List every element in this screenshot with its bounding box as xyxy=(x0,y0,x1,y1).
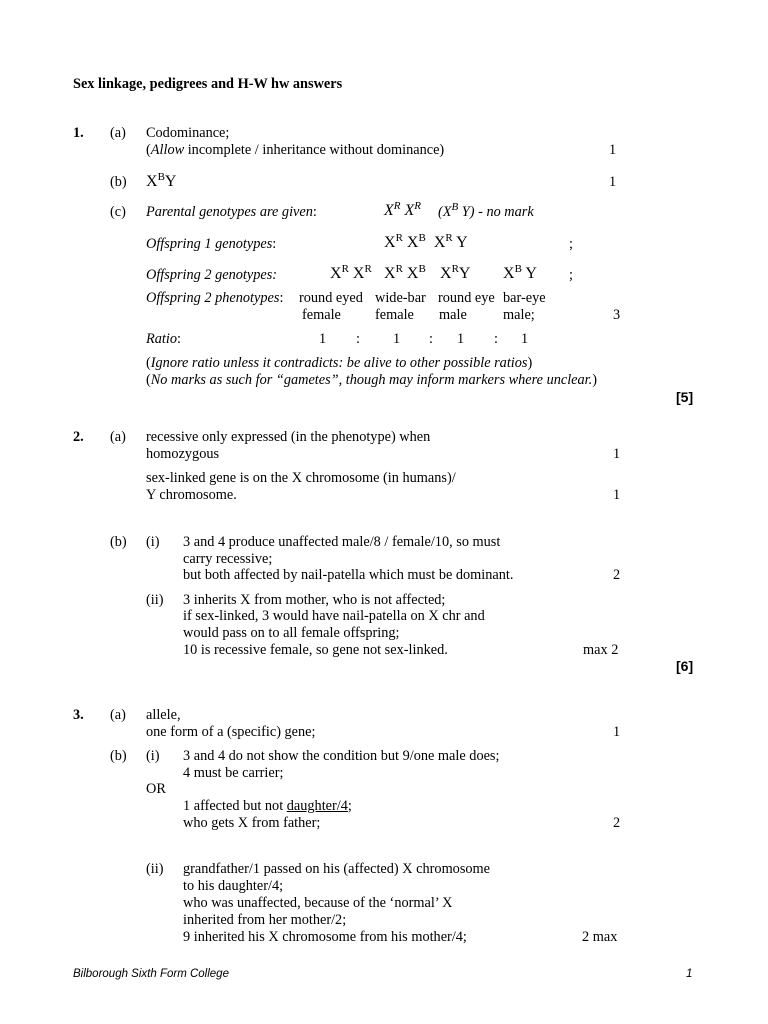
q1a-mark: 1 xyxy=(609,142,617,158)
q2b-ii-line: 3 inherits X from mother, who is not affected; xyxy=(183,592,446,608)
q1c-ratio-value: 1 xyxy=(521,331,529,347)
q3a-mark: 1 xyxy=(613,724,621,740)
q1c-offspring2-genotype-2: $X^R$ $X^B$ xyxy=(384,263,426,282)
q3b-ii-line: to his daughter/4; xyxy=(183,878,284,894)
q3b-ii-line: who was unaffected, because of the ‘normal’ X xyxy=(183,895,453,911)
q2b-ii-mark: max 2 xyxy=(583,642,619,658)
q3b-ii-mark: 2 max xyxy=(582,929,618,945)
q3b-i-line: 1 affected but not daughter/4; xyxy=(183,798,352,814)
q3b-i-label: (i) xyxy=(146,748,160,764)
q1c-ratio-value: 1 xyxy=(393,331,401,347)
q2-part-a-label: (a) xyxy=(110,429,126,445)
q1c-offspring1-label: Offspring 1 genotypes: xyxy=(146,236,277,252)
q1c-ratio-separator: : xyxy=(494,331,498,347)
q2b-i-mark: 2 xyxy=(613,567,621,583)
q3b-i-line: who gets X from father; xyxy=(183,815,321,831)
q1c-gametes-note: (No marks as such for “gametes”, though may inform markers where unclear.) xyxy=(146,372,597,388)
q2-total-marks: [6] xyxy=(676,658,694,674)
q1c-offspring2-genotype-3: $X^RY$ xyxy=(440,263,471,282)
q3b-ii-line: 9 inherited his X chromosome from his mother/4; xyxy=(183,929,467,945)
q2a-mark: 1 xyxy=(613,487,621,503)
question-3-number: 3. xyxy=(73,707,84,723)
q2a-line: recessive only expressed (in the phenotype) when xyxy=(146,429,431,445)
q2b-i-line: carry recessive; xyxy=(183,551,273,567)
q1c-offspring2-genotype-1: $X^R$ $X^R$ xyxy=(330,263,372,282)
q1c-mark: 3 xyxy=(613,307,621,323)
q1c-phenotypes-label: Offspring 2 phenotypes: xyxy=(146,290,284,306)
q1c-ignore-note: (Ignore ratio unless it contradicts: be alive to other possible ratios) xyxy=(146,355,533,371)
question-2-number: 2. xyxy=(73,429,84,445)
q1c-ratio-value: 1 xyxy=(319,331,327,347)
q1c-offspring2-label: Offspring 2 genotypes: xyxy=(146,267,278,283)
q1-part-b-label: (b) xyxy=(110,174,127,190)
q1c-ratio-separator: : xyxy=(429,331,433,347)
q3b-i-or: OR xyxy=(146,781,166,797)
q1c-phenotype-sex-4: male; xyxy=(503,307,535,323)
q2a-mark: 1 xyxy=(613,446,621,462)
footer-college-name: Bilborough Sixth Form College xyxy=(73,968,229,980)
q2a-line: homozygous xyxy=(146,446,220,462)
question-1-number: 1. xyxy=(73,125,84,141)
q2b-ii-line: would pass on to all female offspring; xyxy=(183,625,400,641)
q2b-ii-label: (ii) xyxy=(146,592,164,608)
q3-part-a-label: (a) xyxy=(110,707,126,723)
q3b-i-mark: 2 xyxy=(613,815,621,831)
q1c-phenotype-sex-1: female xyxy=(302,307,341,323)
q1c-offspring1-semicolon: ; xyxy=(569,236,573,252)
q2a-line: sex-linked gene is on the X chromosome (in humans)/ xyxy=(146,470,456,486)
q1a-allow-note: (Allow incomplete / inheritance without dominance) xyxy=(146,142,445,158)
q2b-ii-line: if sex-linked, 3 would have nail-patella on X chr and xyxy=(183,608,485,624)
q1-total-marks: [5] xyxy=(676,389,694,405)
q2-part-b-label: (b) xyxy=(110,534,127,550)
q1c-offspring2-semicolon: ; xyxy=(569,267,573,283)
q3b-i-line: 3 and 4 do not show the condition but 9/one male does; xyxy=(183,748,500,764)
q3-part-b-label: (b) xyxy=(110,748,127,764)
q1c-offspring1-genotypes: $X^R$ $X^B$ $X^R$ Y xyxy=(384,232,468,251)
q2b-ii-line: 10 is recessive female, so gene not sex-linked. xyxy=(183,642,448,658)
q1c-offspring2-genotype-4: $X^B$ Y xyxy=(503,263,537,282)
q1c-ratio-separator: : xyxy=(356,331,360,347)
page-title: Sex linkage, pedigrees and H-W hw answers xyxy=(73,76,343,92)
q1c-phenotype-2: wide-bar xyxy=(375,290,426,306)
q1a-answer: Codominance; xyxy=(146,125,230,141)
q1c-phenotype-3: round eye xyxy=(438,290,495,306)
q1c-phenotype-sex-3: male xyxy=(439,307,467,323)
q1b-mark: 1 xyxy=(609,174,617,190)
q2b-i-line: 3 and 4 produce unaffected male/8 / female/10, so must xyxy=(183,534,501,550)
q2b-i-line: but both affected by nail-patella which must be dominant. xyxy=(183,567,514,583)
q1c-phenotype-1: round eyed xyxy=(299,290,363,306)
q1c-phenotype-sex-2: female xyxy=(375,307,414,323)
q1-part-a-label: (a) xyxy=(110,125,126,141)
q1c-parental-no-mark: ($X^B$ Y) - no mark xyxy=(438,201,534,220)
q2a-line: Y chromosome. xyxy=(146,487,237,503)
q3a-line: allele, xyxy=(146,707,181,723)
q1c-parental-genotypes: $X^R$ $X^R$ xyxy=(384,200,422,219)
q3b-ii-line: inherited from her mother/2; xyxy=(183,912,347,928)
q1b-genotype: $X^BY$ xyxy=(146,171,177,190)
q3b-ii-line: grandfather/1 passed on his (affected) X chromosome xyxy=(183,861,491,877)
q1c-parental-label: Parental genotypes are given: xyxy=(146,204,317,220)
q1c-ratio-label: Ratio: xyxy=(146,331,181,347)
q3b-ii-label: (ii) xyxy=(146,861,164,877)
q3b-i-line: 4 must be carrier; xyxy=(183,765,284,781)
q2b-i-label: (i) xyxy=(146,534,160,550)
q3a-line: one form of a (specific) gene; xyxy=(146,724,316,740)
footer-page-number: 1 xyxy=(686,968,693,980)
q1c-ratio-value: 1 xyxy=(457,331,465,347)
q1c-phenotype-4: bar-eye xyxy=(503,290,546,306)
q1-part-c-label: (c) xyxy=(110,204,126,220)
